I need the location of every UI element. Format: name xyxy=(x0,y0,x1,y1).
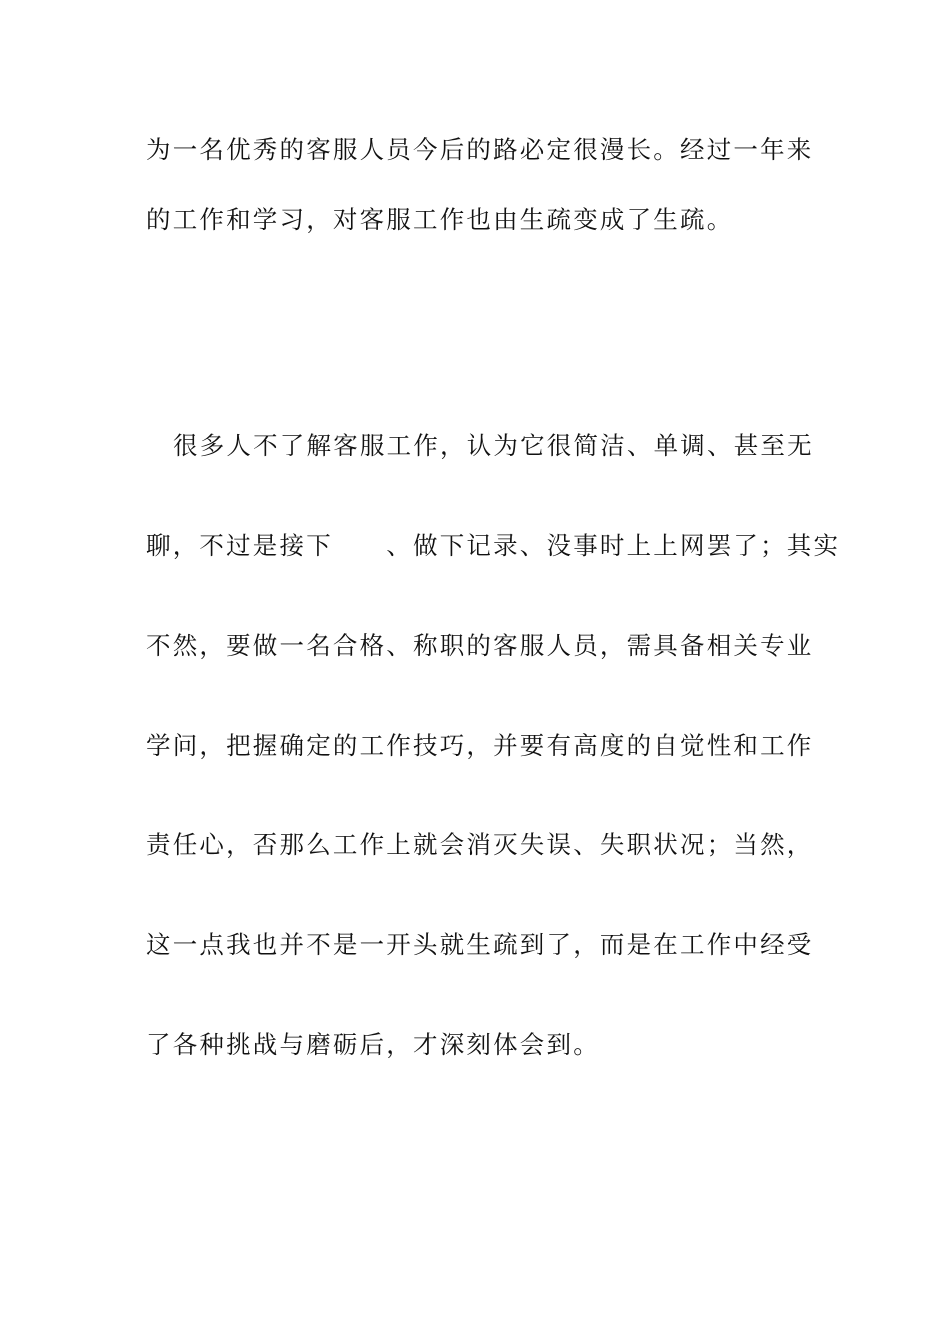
text-line: 的工作和学习，对客服工作也由生疏变成了生疏。 xyxy=(146,205,734,234)
text-line: 很多人不了解客服工作，认为它很简洁、单调、甚至无 xyxy=(173,431,814,460)
text-line: 了各种挑战与磨砺后，才深刻体会到。 xyxy=(146,1030,600,1059)
text-line: 为一名优秀的客服人员今后的路必定很漫长。经过一年来 xyxy=(146,135,814,164)
text-line: 学问，把握确定的工作技巧，并要有高度的自觉性和工作 xyxy=(146,731,814,760)
text-line: 这一点我也并不是一开头就生疏到了，而是在工作中经受 xyxy=(146,930,814,959)
text-line: 聊，不过是接下 、做下记录、没事时上上网罢了；其实 xyxy=(146,531,841,560)
text-line: 不然，要做一名合格、称职的客服人员，需具备相关专业 xyxy=(146,631,814,660)
text-line: 责任心，否那么工作上就会消灭失误、失职状况；当然， xyxy=(146,830,814,859)
